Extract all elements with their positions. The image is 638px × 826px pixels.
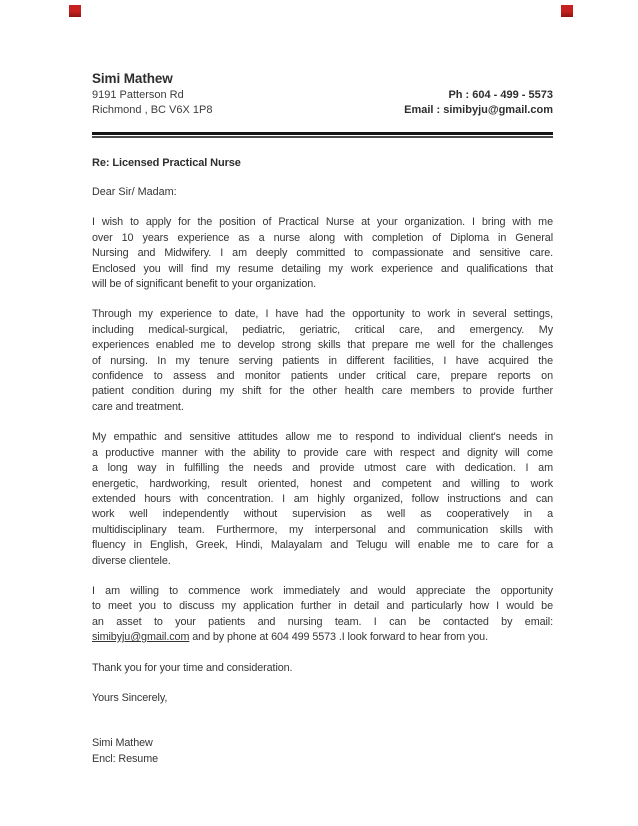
paragraph-line: of nursing. In my tenure serving patients in different facilities, I have acquired the [92, 354, 553, 367]
letter-content [92, 70, 553, 767]
red-corner-marker-right [561, 5, 573, 17]
paragraph-line: a long way in fulfilling the needs and provide utmost care with dedication. I am [92, 462, 553, 475]
subject-line: Re: Licensed Practical Nurse [92, 157, 241, 169]
enclosure-note: Encl: Resume [92, 752, 159, 765]
paragraph-line: multidisciplinary team. Furthermore, my interpersonal and communication skills with [92, 523, 553, 536]
paragraph-line: over 10 years experience as a nurse along with completion of Diploma in General [92, 231, 553, 244]
paragraph-line: Nursing and Midwifery. I am deeply committed to compassionate and sensitive care. [92, 247, 553, 260]
paragraph-line: care and treatment. [92, 400, 184, 413]
paragraph-line: fluency in English, Greek, Hindi, Malayalam and Telugu will enable me to care for a [92, 539, 553, 552]
signature-name: Simi Mathew [92, 737, 153, 750]
sender-email: Email : simibyju@gmail.com [404, 104, 553, 116]
paragraph-line: Through my experience to date, I have had the opportunity to work in several settings, [92, 308, 553, 321]
paragraph-line: confidence to assess and monitor patients under critical care, prepare reports on [92, 370, 553, 383]
header-divider [92, 132, 553, 138]
paragraph-line: patient condition during my shift for the other health care members to provide further [92, 385, 553, 398]
letterhead [92, 70, 553, 118]
paragraph-line: work well independently without supervision as well as cooperatively in a [92, 508, 553, 521]
paragraph [92, 215, 553, 292]
paragraph-line: energetic, hardworking, result oriented, honest and competent and willing to work [92, 477, 553, 490]
paragraph-line: will be of significant benefit to your organization. [92, 278, 317, 291]
paragraph-line: including medical-surgical, pediatric, geriatric, critical care, and emergency. My [92, 323, 553, 336]
paragraph [92, 307, 553, 415]
sender-address-line2: Richmond , BC V6X 1P8 [92, 104, 213, 116]
paragraph-line: experiences enabled me to develop strong skills that prepare me well for the challenges [92, 339, 553, 352]
sender-phone: Ph : 604 - 499 - 5573 [448, 89, 553, 101]
paragraph-line: Enclosed you will find my resume detailing my work experience and qualifications that [92, 262, 553, 275]
paragraph-line: extended hours with concentration. I am highly organized, follow instructions and can [92, 492, 553, 505]
paragraph-line [92, 630, 553, 645]
sender-name: Simi Mathew [92, 71, 173, 86]
paragraph-line: to meet you to discuss my application further in detail and particularly how I would be [92, 600, 553, 613]
signature-block [92, 736, 553, 767]
paragraph [92, 584, 553, 646]
sender-address-line1: 9191 Patterson Rd [92, 89, 184, 101]
header-divider-thin-line [92, 136, 553, 138]
paragraph-line: a productive manner with the ability to provide care with respect and dignity will come [92, 446, 553, 459]
header-divider-thick-line [92, 132, 553, 135]
closing-thanks: Thank you for your time and consideration. [92, 661, 293, 674]
contact-block [404, 88, 553, 118]
paragraph-line: diverse clientele. [92, 554, 171, 567]
valediction: Yours Sincerely, [92, 691, 168, 704]
salutation: Dear Sir/ Madam: [92, 186, 177, 198]
paragraph-line: I am willing to commence work immediately and would appreciate the opportunity [92, 584, 553, 597]
paragraph-line: an asset to your patients and nursing team. I can be contacted by email: [92, 615, 553, 628]
paragraph [92, 430, 553, 569]
red-corner-marker-left [69, 5, 81, 17]
paragraph-line: My empathic and sensitive attitudes allow me to respond to individual client's needs in [92, 431, 553, 444]
letter-paragraphs [92, 215, 553, 645]
sender-block [92, 70, 212, 118]
paragraph-line: I wish to apply for the position of Practical Nurse at your organization. I bring with me [92, 216, 553, 229]
text-segment: and by phone at 604 499 5573 .I look forward to hear from you. [189, 631, 488, 644]
email-link[interactable]: simibyju@gmail.com [92, 631, 190, 644]
